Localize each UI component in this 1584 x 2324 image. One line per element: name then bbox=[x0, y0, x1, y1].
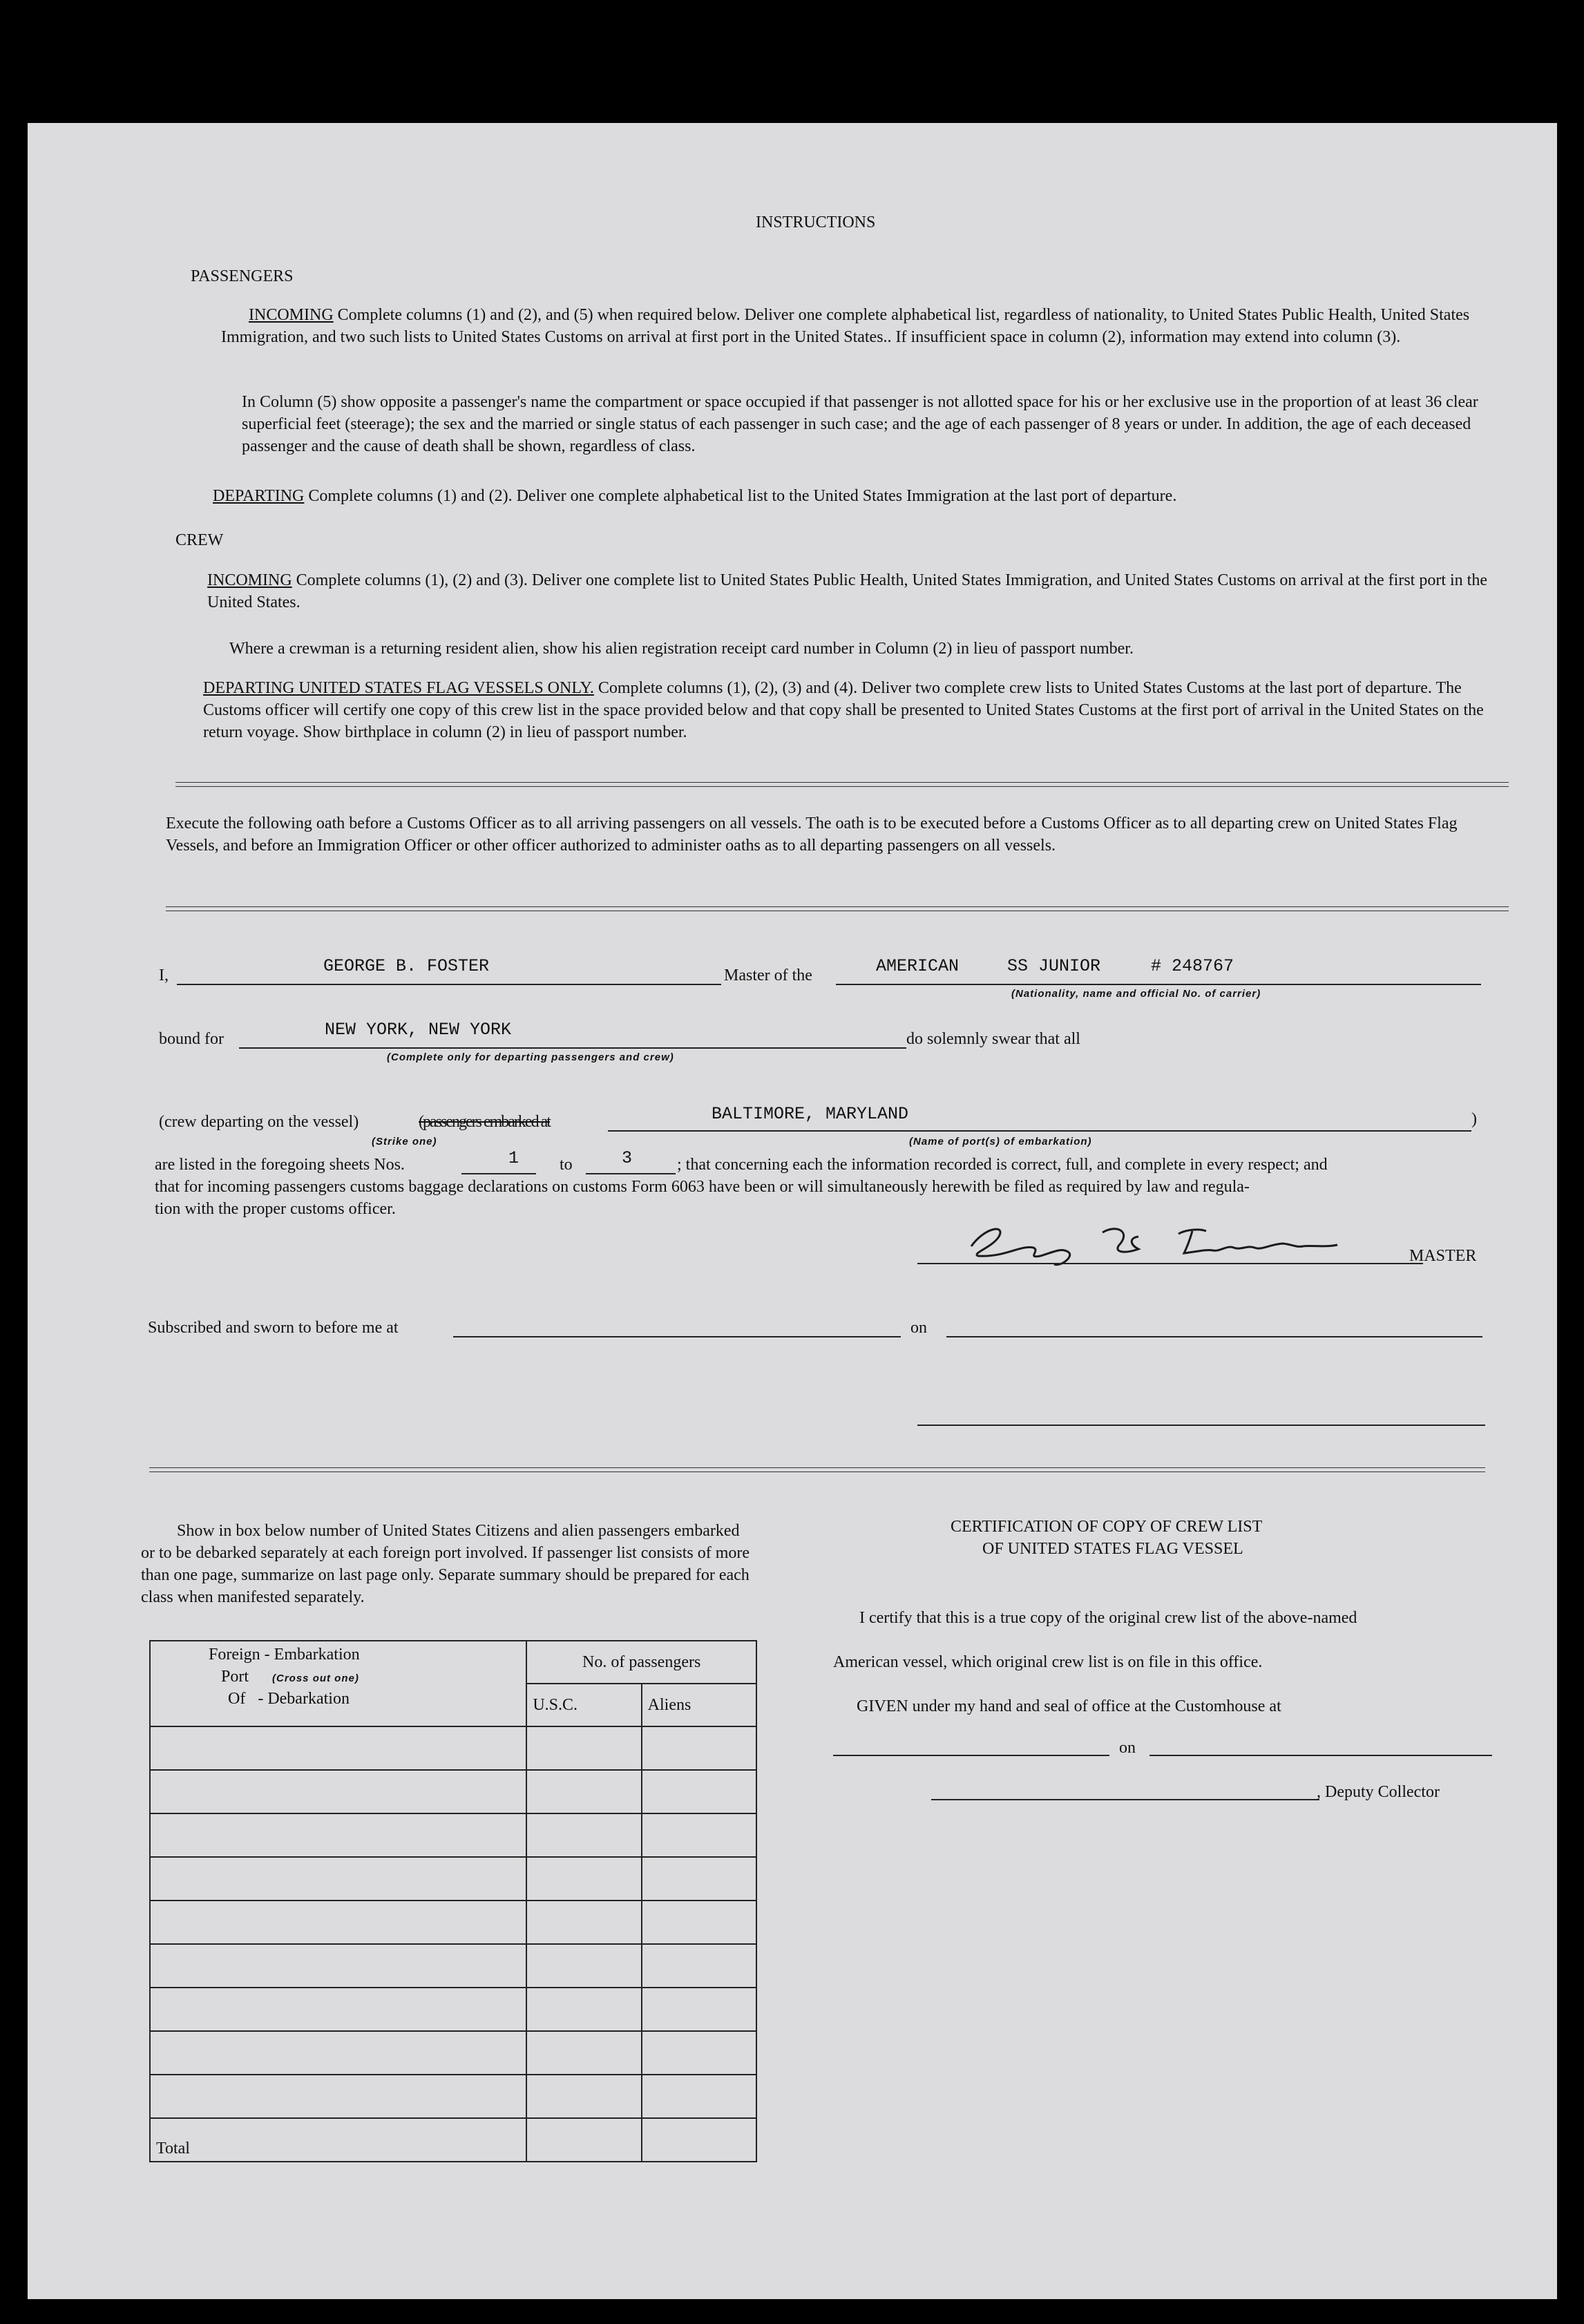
passengers-departing-text: Complete columns (1) and (2). Deliver one complete alphabetical list to the United States Immigration at the last port of departure. bbox=[308, 487, 1177, 505]
crew-departing-text: (crew departing on the vessel) bbox=[159, 1113, 359, 1131]
crew-departing-instruction bbox=[203, 677, 1502, 743]
table-row bbox=[150, 2075, 756, 2118]
passengers-incoming-label: INCOMING bbox=[249, 306, 334, 324]
oath-i-label: I, bbox=[159, 966, 169, 984]
master-label: MASTER bbox=[1409, 1247, 1477, 1265]
certification-date-line[interactable] bbox=[1149, 1755, 1492, 1756]
passengers-incoming-instruction bbox=[221, 304, 1513, 348]
officer-signature-line[interactable] bbox=[917, 1425, 1485, 1426]
crew-incoming-instruction bbox=[207, 569, 1492, 613]
sheet-to-field[interactable]: 3 bbox=[622, 1148, 633, 1168]
table-row bbox=[150, 1813, 756, 1857]
nationality-field[interactable]: AMERICAN bbox=[876, 956, 960, 976]
certification-title-2: OF UNITED STATES FLAG VESSEL bbox=[982, 1540, 1243, 1558]
passengers-heading: PASSENGERS bbox=[191, 267, 294, 285]
no-passengers-header: No. of passengers bbox=[526, 1641, 756, 1684]
form-page bbox=[28, 123, 1557, 2299]
subscribed-place-line[interactable] bbox=[453, 1336, 901, 1337]
passenger-summary-table bbox=[149, 1640, 757, 2162]
port-caption: (Name of port(s) of embarkation) bbox=[909, 1136, 1092, 1147]
summary-instruction: Show in box below number of United States Citizens and alien passengers embarked or to be debarked separately at each foreign port involved. If passenger list consists of more than one page, summarize on last page only. Separate summary should be prepared for each class when manifested separately. bbox=[141, 1522, 750, 1606]
subscribed-on-label: on bbox=[910, 1319, 927, 1337]
master-signature bbox=[957, 1217, 1386, 1273]
table-row bbox=[150, 1770, 756, 1813]
sheets-text-3: tion with the proper customs officer. bbox=[155, 1200, 396, 1218]
vessel-name-field[interactable]: SS JUNIOR bbox=[1007, 956, 1101, 976]
master-of-label: Master of the bbox=[724, 966, 812, 984]
official-number-field[interactable]: # 248767 bbox=[1151, 956, 1234, 976]
table-row bbox=[150, 1726, 756, 1770]
embarkation-port-field[interactable]: BALTIMORE, MARYLAND bbox=[712, 1104, 909, 1124]
given-text: GIVEN under my hand and seal of office at the Customhouse at bbox=[857, 1697, 1281, 1715]
sheets-text-1: ; that concerning each the information recorded is correct, full, and complete in every respect; and bbox=[677, 1156, 1328, 1174]
carrier-caption: (Nationality, name and official No. of carrier) bbox=[1011, 988, 1261, 1000]
divider-line bbox=[149, 1467, 1485, 1472]
strike-caption: (Strike one) bbox=[372, 1136, 437, 1147]
subscribed-label: Subscribed and sworn to before me at bbox=[148, 1319, 399, 1337]
deputy-collector-label: , Deputy Collector bbox=[1317, 1783, 1440, 1801]
total-label: Total bbox=[150, 2118, 526, 2162]
divider-line bbox=[166, 906, 1509, 911]
crew-departing-text: Complete columns (1), (2), (3) and (4). Deliver two complete crew lists to United States Customs at the last port of departure. The Customs officer will certify one copy of this crew list in the space provided below and that copy shall be presented to United States Customs at the first port of arrival in the United States on the return voyage. Show birthplace in column (2) in lieu of passport number. bbox=[203, 679, 1484, 741]
table-row bbox=[150, 1857, 756, 1901]
crew-incoming-label: INCOMING bbox=[207, 571, 292, 589]
sheets-prefix: are listed in the foregoing sheets Nos. bbox=[155, 1156, 405, 1174]
struck-passengers-option: (passengers embarked at bbox=[419, 1113, 550, 1131]
subscribed-date-line[interactable] bbox=[946, 1336, 1482, 1337]
table-row bbox=[150, 1944, 756, 1988]
total-row bbox=[150, 2118, 756, 2162]
bound-caption: (Complete only for departing passengers and crew) bbox=[387, 1051, 674, 1063]
crew-heading: CREW bbox=[175, 531, 224, 549]
bound-for-field[interactable]: NEW YORK, NEW YORK bbox=[325, 1020, 512, 1040]
passengers-departing-instruction bbox=[213, 485, 1176, 507]
sheets-text-2: that for incoming passengers customs baggage declarations on customs Form 6063 have been or will simultaneously herewith be filed as required by law and regula- bbox=[155, 1178, 1250, 1196]
crew-resident-text: Where a crewman is a returning resident alien, show his alien registration receipt card number in Column (2) in lieu of passport number. bbox=[229, 640, 1134, 658]
customhouse-line[interactable] bbox=[833, 1755, 1109, 1756]
oath-instruction: Execute the following oath before a Customs Officer as to all arriving passengers on all vessels. The oath is to be executed before a Customs Officer as to all departing crew on United States Flag Vessels, and before an Immigration Officer or other officer authorized to administer oaths as to all departing passengers on all vessels. bbox=[166, 815, 1458, 855]
crew-incoming-text: Complete columns (1), (2) and (3). Deliver one complete list to United States Public Health, United States Immigration, and United States Customs on arrival at the first port in the United States. bbox=[207, 571, 1487, 611]
bound-for-label: bound for bbox=[159, 1030, 224, 1048]
to-label: to bbox=[560, 1156, 573, 1174]
passengers-incoming-text: Complete columns (1) and (2), and (5) when required below. Deliver one complete alphabetical list, regardless of nationality, to United States Public Health, United States Immigration, and two such lists to United States Customs on arrival at first port in the United States.. If insufficient space in column (2), information may extend into column (3). bbox=[221, 306, 1470, 346]
certification-title-1: CERTIFICATION OF COPY OF CREW LIST bbox=[951, 1518, 1263, 1536]
sheet-from-field[interactable]: 1 bbox=[508, 1148, 519, 1168]
page-title: INSTRUCTIONS bbox=[756, 213, 876, 231]
crew-departing-label: DEPARTING UNITED STATES FLAG VESSELS ONLY. bbox=[203, 679, 594, 697]
table-row bbox=[150, 1988, 756, 2031]
passengers-departing-label: DEPARTING bbox=[213, 487, 305, 505]
certification-on-label: on bbox=[1119, 1739, 1136, 1757]
certify-text-1: I certify that this is a true copy of the original crew list of the above-named bbox=[859, 1609, 1357, 1627]
aliens-header: Aliens bbox=[642, 1684, 756, 1726]
divider-line bbox=[175, 782, 1509, 787]
certify-text-2: American vessel, which original crew list is on file in this office. bbox=[833, 1653, 1263, 1671]
swear-text: do solemnly swear that all bbox=[906, 1030, 1080, 1048]
passengers-column5-text: In Column (5) show opposite a passenger's name the compartment or space occupied if that passenger is not allotted space for his or her exclusive use in the proportion of at least 36 clear superficial feet (steerage); the sex and the married or single status of each passenger in such case; and the age of each passenger of 8 years or under. In addition, the age of each deceased passenger and the cause of death shall be shown, regardless of class. bbox=[242, 393, 1478, 455]
deputy-collector-line[interactable] bbox=[931, 1799, 1319, 1800]
table-row bbox=[150, 1901, 756, 1944]
table-row bbox=[150, 2031, 756, 2075]
usc-header: U.S.C. bbox=[526, 1684, 641, 1726]
master-name-field[interactable]: GEORGE B. FOSTER bbox=[323, 956, 490, 976]
close-paren: ) bbox=[1471, 1110, 1477, 1128]
port-column-header: Foreign - Embarkation Port (Cross out one) Of - Debarkation bbox=[150, 1641, 526, 1726]
